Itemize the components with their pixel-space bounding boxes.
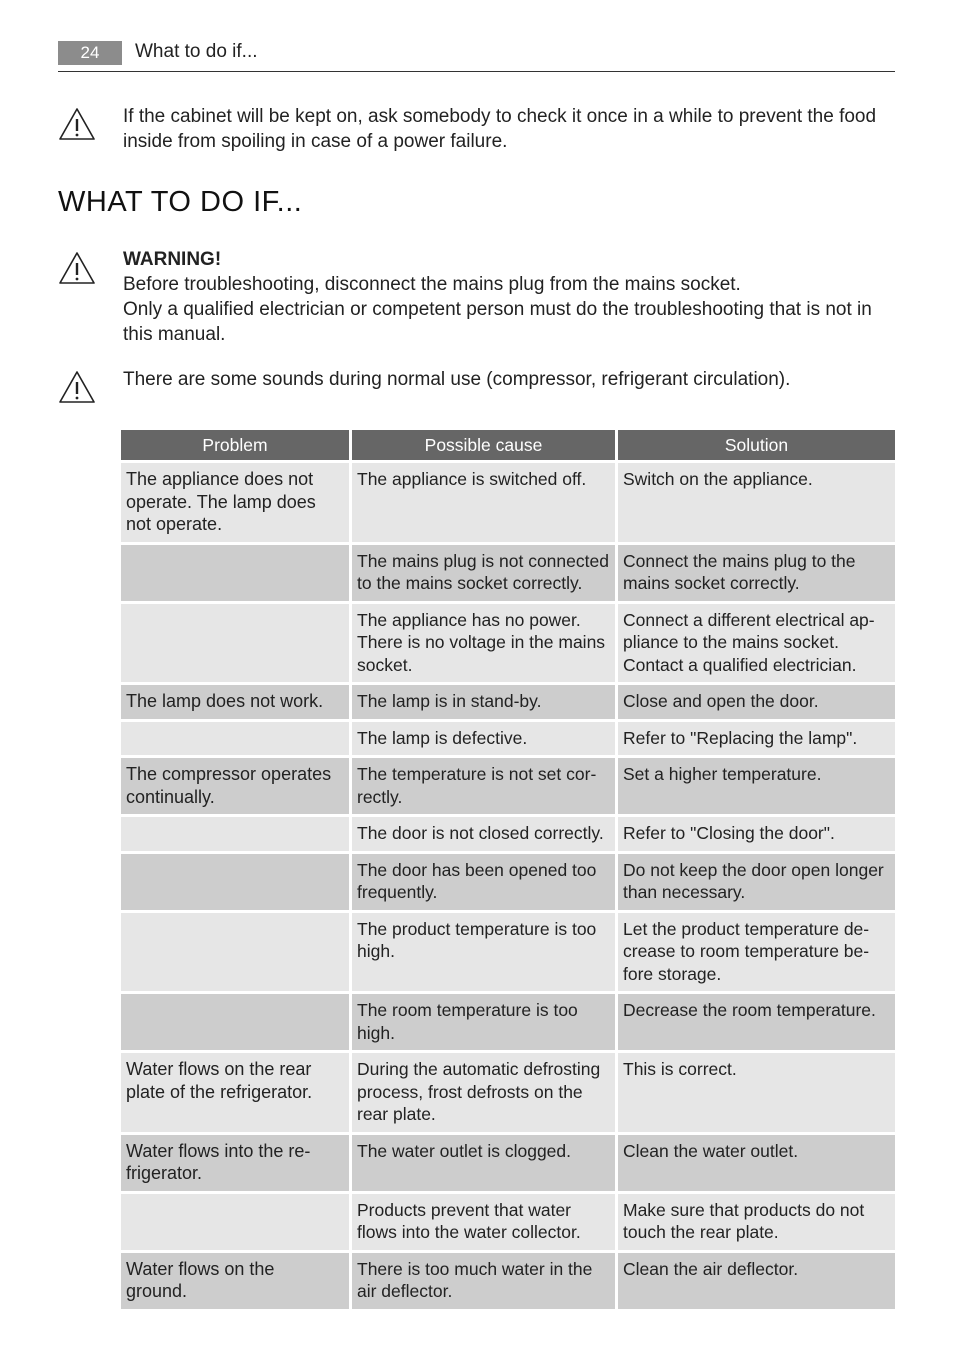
table-row	[121, 1194, 895, 1250]
cause-cell	[352, 463, 615, 542]
cell-line: Switch on the appliance.	[623, 469, 813, 489]
cell-line: flows into the water collector.	[357, 1222, 581, 1242]
cell-line: This is correct.	[623, 1059, 737, 1079]
solution-cell	[618, 854, 895, 910]
cell-line: ground.	[126, 1281, 188, 1301]
cell-line: Clean the air deflector.	[623, 1258, 799, 1279]
cause-cell	[352, 758, 615, 814]
cell-line: mains socket correctly.	[623, 573, 800, 593]
cell-line: There is too much water in the	[357, 1258, 593, 1279]
cell-line: frequently.	[357, 882, 438, 902]
solution-cell	[618, 685, 895, 719]
cell-line: Products prevent that water	[357, 1199, 571, 1220]
warning-line: Before troubleshooting, disconnect the mains plug from the mains socket.	[123, 274, 741, 295]
cell-line: Water flows into the re-	[126, 1140, 311, 1161]
cell-line: The lamp is in stand-by.	[357, 691, 542, 711]
solution-cell	[618, 758, 895, 814]
cell-line: The temperature is not set cor-	[357, 764, 597, 784]
cell-line: The appliance is switched off.	[357, 469, 587, 489]
cause-cell	[352, 604, 615, 683]
table-row	[121, 817, 895, 851]
cell-line: Do not keep the door open longer	[623, 859, 884, 880]
warning-triangle-icon	[57, 369, 97, 405]
section-title: WHAT TO DO IF...	[58, 186, 303, 218]
problem-cell	[121, 994, 349, 1050]
cell-line: than necessary.	[623, 882, 746, 902]
cell-line: The mains plug is not connected	[357, 550, 609, 571]
cell-line: Connect a different electrical ap-	[623, 609, 875, 630]
cell-line: Clean the water outlet.	[623, 1140, 799, 1161]
solution-cell	[618, 817, 895, 851]
solution-cell	[618, 722, 895, 756]
problem-cell	[121, 545, 349, 601]
cell-line: Set a higher temperature.	[623, 764, 822, 784]
cell-line: continually.	[126, 786, 215, 807]
problem-cell	[121, 1135, 349, 1191]
table-body	[121, 463, 895, 1309]
cause-cell	[352, 994, 615, 1050]
problem-cell	[121, 722, 349, 756]
cell-line: not operate.	[126, 514, 223, 534]
cause-cell	[352, 685, 615, 719]
warning-triangle-icon	[57, 250, 97, 286]
cell-line: Water flows on the rear	[126, 1059, 312, 1079]
cell-line: touch the rear plate.	[623, 1222, 779, 1242]
cell-line: rear plate.	[357, 1104, 436, 1124]
cell-line: The product temperature is too	[357, 918, 597, 939]
cell-line: During the automatic defrosting	[357, 1059, 601, 1079]
table-row	[121, 1253, 895, 1309]
problem-cell	[121, 685, 349, 719]
warning-line: Only a qualified electrician or competent person must do the troubleshooting that is not in	[123, 299, 872, 320]
cell-line: Contact a qualified electrician.	[623, 654, 857, 675]
cell-line: rectly.	[357, 786, 403, 807]
cell-line: The compressor operates	[126, 764, 332, 784]
note-line: If the cabinet will be kept on, ask somebody to check it once in a while to prevent the food	[123, 106, 877, 127]
solution-cell	[618, 1194, 895, 1250]
table-row	[121, 854, 895, 910]
cell-line: Refer to "Replacing the lamp".	[623, 727, 858, 748]
cell-line: The water outlet is clogged.	[357, 1140, 572, 1161]
cause-cell	[352, 722, 615, 756]
warning-title: WARNING!	[123, 249, 222, 270]
table-row	[121, 545, 895, 601]
sounds-note: There are some sounds during normal use (compressor, refrigerant circulation).	[123, 369, 791, 390]
solution-cell	[618, 1135, 895, 1191]
header-problem: Problem	[121, 430, 349, 460]
table-row	[121, 994, 895, 1050]
solution-cell	[618, 913, 895, 992]
cell-line: The door has been opened too	[357, 859, 597, 880]
cause-cell	[352, 545, 615, 601]
cell-line: The door is not closed correctly.	[357, 823, 604, 843]
problem-cell	[121, 758, 349, 814]
warning-triangle-icon	[57, 106, 97, 142]
cell-line: Refer to "Closing the door".	[623, 823, 835, 843]
cell-line: air deflector.	[357, 1281, 453, 1301]
solution-cell	[618, 604, 895, 683]
cell-line: Make sure that products do not	[623, 1199, 865, 1220]
cell-line: fore storage.	[623, 963, 722, 984]
table-row	[121, 758, 895, 814]
problem-cell	[121, 854, 349, 910]
problem-cell	[121, 1253, 349, 1309]
table-header-row	[121, 430, 895, 460]
header-title: What to do if...	[135, 41, 258, 62]
cause-cell	[352, 1135, 615, 1191]
power-failure-note	[123, 104, 895, 154]
troubleshooting-table	[118, 427, 898, 1312]
cell-line: socket.	[357, 654, 413, 675]
cell-line: high.	[357, 1022, 395, 1043]
table-row	[121, 604, 895, 683]
cell-line: The appliance does not	[126, 469, 314, 489]
page-header	[58, 39, 895, 72]
cell-line: The room temperature is too	[357, 1000, 578, 1020]
cell-line: Water flows on the	[126, 1258, 275, 1279]
cell-line: process, frost defrosts on the	[357, 1081, 583, 1102]
cell-line: There is no voltage in the mains	[357, 632, 606, 652]
cell-line: operate. The lamp does	[126, 491, 316, 512]
cell-line: Let the product temperature de-	[623, 918, 870, 939]
cell-line: Connect the mains plug to the	[623, 550, 856, 571]
cell-line: plate of the refrigerator.	[126, 1081, 313, 1102]
solution-cell	[618, 463, 895, 542]
cell-line: to the mains socket correctly.	[357, 573, 583, 593]
page-number: 24	[58, 41, 122, 65]
table-row	[121, 722, 895, 756]
cell-line: The lamp does not work.	[126, 691, 324, 711]
cell-line: crease to room temperature be-	[623, 941, 870, 961]
cause-cell	[352, 854, 615, 910]
problem-cell	[121, 604, 349, 683]
solution-cell	[618, 1253, 895, 1309]
header-solution: Solution	[618, 430, 895, 460]
table-row	[121, 463, 895, 542]
problem-cell	[121, 817, 349, 851]
problem-cell	[121, 913, 349, 992]
cell-line: The appliance has no power.	[357, 609, 581, 630]
warning-note	[123, 247, 895, 347]
problem-cell	[121, 463, 349, 542]
cell-line: frigerator.	[126, 1163, 203, 1183]
problem-cell	[121, 1053, 349, 1132]
cell-line: pliance to the mains socket.	[623, 632, 839, 652]
cell-line: high.	[357, 941, 395, 961]
table-row	[121, 1135, 895, 1191]
warning-line: this manual.	[123, 324, 226, 345]
cause-cell	[352, 1194, 615, 1250]
table-row	[121, 913, 895, 992]
solution-cell	[618, 994, 895, 1050]
table-row	[121, 685, 895, 719]
cell-line: Close and open the door.	[623, 691, 819, 711]
solution-cell	[618, 545, 895, 601]
solution-cell	[618, 1053, 895, 1132]
cause-cell	[352, 1053, 615, 1132]
cause-cell	[352, 913, 615, 992]
cell-line: Decrease the room temperature.	[623, 1000, 876, 1020]
table-row	[121, 1053, 895, 1132]
cause-cell	[352, 817, 615, 851]
cell-line: The lamp is defective.	[357, 727, 528, 748]
problem-cell	[121, 1194, 349, 1250]
note-line: inside from spoiling in case of a power failure.	[123, 131, 508, 152]
header-possible-cause: Possible cause	[352, 430, 615, 460]
cause-cell	[352, 1253, 615, 1309]
